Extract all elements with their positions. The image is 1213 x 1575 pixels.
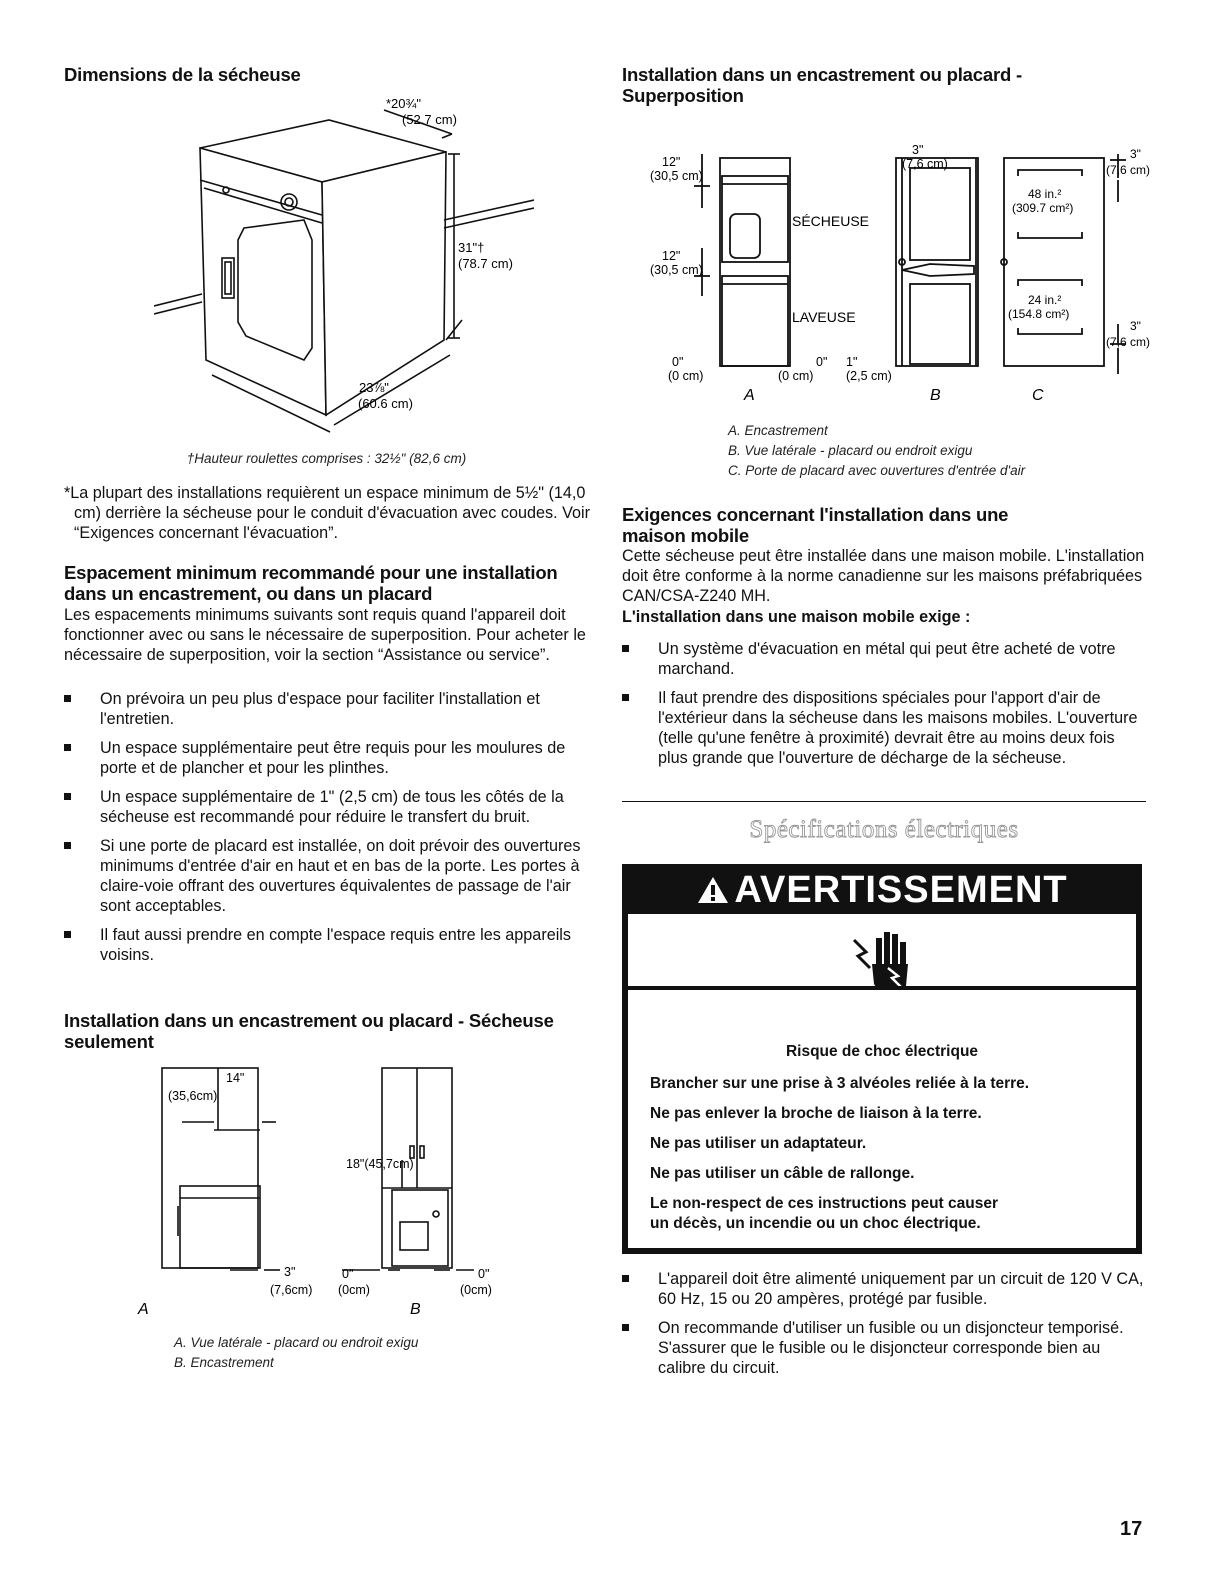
stack-label-a: A <box>744 387 755 404</box>
stack-c-bot-vent: 24 in.² <box>1028 293 1062 307</box>
warning-box <box>622 864 1142 1254</box>
warning-line-4: Ne pas utiliser un câble de rallonge. <box>650 1165 915 1182</box>
stack-c-right-bot: 3" <box>1130 319 1141 333</box>
stack-b-top: 3" <box>912 143 924 157</box>
mobile-subtitle: L'installation dans une maison mobile exige : <box>622 608 971 626</box>
stack-bottom-mid-cm: (0 cm) <box>778 369 814 383</box>
stack-caption-a: A. Encastrement <box>728 423 828 438</box>
alcove-label-b: B <box>410 1301 421 1318</box>
stack-b-top-cm: (7,6 cm) <box>902 157 948 171</box>
stack-b-bottom: 1" <box>846 355 858 369</box>
alcove-b-right-cm: (0cm) <box>460 1283 492 1297</box>
dims-caption: †Hauteur roulettes comprises : 32½" (82,6 cm) <box>186 451 467 466</box>
mobile-title: Exigences concernant l'installation dans une maison mobile <box>622 504 1009 546</box>
list-item: Un espace supplémentaire de 1" (2,5 cm) de tous les côtés de la sécheuse est recommandé pour réduire le transfert du bruit. <box>64 787 589 827</box>
alcove-b-left-cm: (0cm) <box>338 1283 370 1297</box>
mobile-bullets <box>622 630 1146 768</box>
alcove-a-top: 14" <box>226 1071 245 1085</box>
mobile-intro: Cette sécheuse peut être installée dans une maison mobile. L'installation doit être conforme à la norme canadienne sur les maisons préfabriquées CAN/CSA-Z240 MH. <box>622 547 1145 605</box>
dims-width-top: *20¾" <box>386 96 421 111</box>
stack-caption-c: C. Porte de placard avec ouvertures d'entrée d'air <box>728 463 1026 478</box>
stack-c-top-vent-cm: (309.7 cm²) <box>1012 201 1074 215</box>
stack-mid-12-cm: (30,5 cm) <box>650 263 703 277</box>
stack-dryer-label: SÉCHEUSE <box>792 213 870 229</box>
stack-c-right-top-cm: (7,6 cm) <box>1106 163 1151 177</box>
warning-heading: AVERTISSEMENT <box>622 864 1142 916</box>
stack-bottom-left: 0" <box>672 355 684 369</box>
alcove-a-side: 3" <box>284 1265 296 1279</box>
spec-title: Spécifications électriques <box>749 816 1019 843</box>
list-item: Un système d'évacuation en métal qui peut être acheté de votre marchand. <box>622 639 1146 679</box>
stack-c-bot-vent-cm: (154.8 cm²) <box>1008 307 1070 321</box>
warning-line-1: Brancher sur une prise à 3 alvéoles reliée à la terre. <box>650 1075 1030 1092</box>
list-item: On recommande d'utiliser un fusible ou un disjoncteur temporisé. S'assurer que le fusible ou le disjoncteur corresponde bien au calibre du circuit. <box>622 1318 1146 1378</box>
dryer-dimensions-figure <box>154 90 534 450</box>
page-number: 17 <box>1120 1518 1143 1540</box>
alcove-b-top: 18"(45,7cm) <box>346 1157 414 1171</box>
warning-triangle-icon <box>696 875 730 905</box>
dims-note: *La plupart des installations requièrent un espace minimum de 5½" (14,0 cm) derrière la sécheuse pour le conduit d'évacuation avec coudes. Voir “Exigences concernant l'évacuation”. <box>64 484 590 542</box>
list-item: Si une porte de placard est installée, on doit prévoir des ouvertures minimums d'entrée d'air en haut et en bas de la porte. Les portes à claire-voie offrant des ouvertures équivalentes de passage de l'air sont acceptables. <box>64 836 589 916</box>
stack-c-right-top: 3" <box>1130 147 1141 161</box>
alcove-a-top-cm: (35,6cm) <box>168 1089 218 1103</box>
alcove-caption-a: A. Vue latérale - placard ou endroit exigu <box>174 1335 419 1350</box>
list-item: On prévoira un peu plus d'espace pour faciliter l'installation et l'entretien. <box>64 689 589 729</box>
stacked-figure <box>640 140 1170 410</box>
alcove-b-right: 0" <box>478 1267 490 1281</box>
stack-label-c: C <box>1032 387 1044 404</box>
stack-c-right-bot-cm: (7,6 cm) <box>1106 335 1151 349</box>
spacing-title: Espacement minimum recommandé pour une installation dans un encastrement, ou dans un placard <box>64 562 558 604</box>
list-item: Il faut prendre des dispositions spéciales pour l'apport d'air de l'extérieur dans la sécheuse dans les maisons mobiles. L'ouverture (telle qu'une fenêtre à proximité) devrait être au moins deux fois plus grande que l'ouverture de décharge de la sécheuse. <box>622 688 1146 768</box>
warning-risk: Risque de choc électrique <box>785 1043 979 1060</box>
dims-title: Dimensions de la sécheuse <box>64 64 301 85</box>
warning-text-area <box>628 990 1136 1248</box>
stack-title: Installation dans un encastrement ou placard - Superposition <box>622 64 1022 106</box>
warning-consequence-1: Le non-respect de ces instructions peut causer <box>650 1195 998 1212</box>
alcove-title: Installation dans un encastrement ou placard - Sécheuse seulement <box>64 1010 554 1052</box>
alcove-label-a: A <box>138 1301 149 1318</box>
dims-height-cm: (78.7 cm) <box>458 256 513 271</box>
warning-line-3: Ne pas utiliser un adaptateur. <box>650 1135 867 1152</box>
alcove-figure <box>134 1060 534 1320</box>
electrical-bullets <box>622 1260 1146 1378</box>
dims-depth-cm: (60.6 cm) <box>358 396 413 411</box>
stack-c-top-vent: 48 in.² <box>1028 187 1062 201</box>
dims-width-top-cm: (52.7 cm) <box>402 112 457 127</box>
stack-top-12-cm: (30,5 cm) <box>650 169 703 183</box>
section-divider <box>622 801 1146 802</box>
stack-washer-label: LAVEUSE <box>792 309 856 325</box>
dims-height: 31"† <box>458 240 485 255</box>
stack-b-bottom-cm: (2,5 cm) <box>846 369 892 383</box>
list-item: L'appareil doit être alimenté uniquement par un circuit de 120 V CA, 60 Hz, 15 ou 20 ampères, protégé par fusible. <box>622 1269 1146 1309</box>
warning-line-2: Ne pas enlever la broche de liaison à la terre. <box>650 1105 982 1122</box>
stack-bottom-left-cm: (0 cm) <box>668 369 704 383</box>
alcove-caption-b: B. Encastrement <box>174 1355 274 1370</box>
warning-consequence-2: un décès, un incendie ou un choc électrique. <box>650 1215 981 1232</box>
stack-mid-12: 12" <box>662 249 681 263</box>
dims-depth: 23⅞" <box>359 380 389 395</box>
spacing-bullets <box>64 680 589 965</box>
stack-label-b: B <box>930 387 941 404</box>
stack-bottom-mid: 0" <box>816 355 828 369</box>
spacing-intro: Les espacements minimums suivants sont requis quand l'appareil doit fonctionner avec ou sans le nécessaire de superposition. Pour acheter le nécessaire de superposition, voir la section “Assistance ou service”. <box>64 606 586 664</box>
stack-top-12: 12" <box>662 155 681 169</box>
list-item: Un espace supplémentaire peut être requis pour les moulures de porte et de plancher et pour les plinthes. <box>64 738 589 778</box>
alcove-b-left: 0" <box>342 1267 354 1281</box>
stack-caption-b: B. Vue latérale - placard ou endroit exigu <box>728 443 973 458</box>
list-item: Il faut aussi prendre en compte l'espace requis entre les appareils voisins. <box>64 925 589 965</box>
alcove-a-side-cm: (7,6cm) <box>270 1283 313 1297</box>
